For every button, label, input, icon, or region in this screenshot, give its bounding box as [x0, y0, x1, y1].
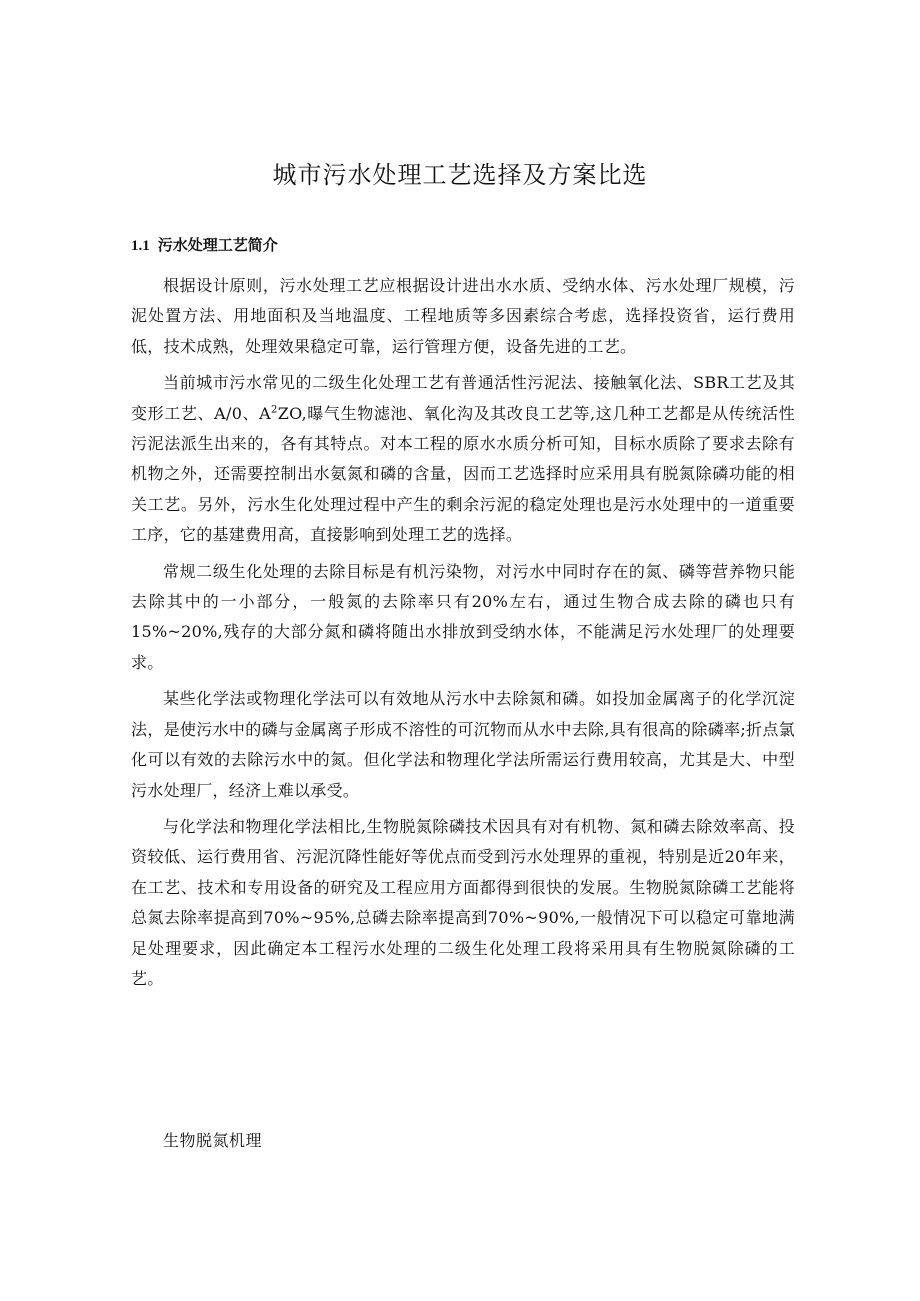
superscript: 2	[271, 404, 278, 416]
section-title: 污水处理工艺简介	[157, 236, 278, 254]
paragraph-conventional-treatment: 常规二级生化处理的去除目标是有机污染物，对污水中同时存在的氮、磷等营养物只能去除其中的一小部分，一般氮的去除率只有20%左右，通过生物合成去除的磷也只有15%~20%,残存的大部分氮和磷将随出水排放到受纳水体，不能满足污水处理厂的处理要求。	[131, 561, 795, 672]
document-title: 城市污水处理工艺选择及方案比选	[272, 161, 648, 189]
section-heading	[131, 234, 278, 257]
paragraph-text: ZO,曝气生物滤池、氧化沟及其改良工艺等,这几种工艺都是从传统活性污泥法派生出来的，各有其特点。对本工程的原水水质分析可知，目标水质除了要求去除有机物之外，还需要控制出水氨氮和磷的含量，因而工艺选择时应采用具有脱氮除磷功能的相关工艺。另外，污水生化处理过程中产生的剩余污泥的稳定处理也是污水处理中的一道重要工序，它的基建费用高，直接影响到处理工艺的选择。	[131, 403, 796, 545]
paragraph-biological-removal: 与化学法和物理化学法相比,生物脱氮除磷技术因具有对有机物、氮和磷去除效率高、投资较低、运行费用省、污泥沉降性能好等优点而受到污水处理界的重视，特别是近20年来，在工艺、技术和专用设备的研究及工程应用方面都得到很快的发展。生物脱氮除磷工艺能将总氮去除率提高到70%~95%,总磷去除率提高到70%~90%,一般情况下可以稳定可靠地满足处理要求，因此确定本工程污水处理的二级生化处理工段将采用具有生物脱氮除磷的工艺。	[131, 816, 795, 988]
subheading-denitrification: 生物脱氮机理	[163, 1131, 263, 1150]
paragraph-chemical-methods: 某些化学法或物理化学法可以有效地从污水中去除氮和磷。如投加金属离子的化学沉淀法，是使污水中的磷与金属离子形成不溶性的可沉物而从水中去除,具有很高的除磷率;折点氯化可以有效的去除污水中的氮。但化学法和物理化学法所需运行费用较高，尤其是大、中型污水处理厂，经济上难以承受。	[131, 689, 795, 800]
body-text	[131, 271, 795, 1000]
paragraph-text: 当前城市污水常见的二级生化处理工艺有普通活性污泥法、接触氧化法、SBR工艺及其变形工艺、A/0、A	[131, 373, 795, 423]
paragraph-design-principle: 根据设计原则，污水处理工艺应根据设计进出水水质、受纳水体、污水处理厂规模，污泥处置方法、用地面积及当地温度、工程地质等多因素综合考虑，选择投资省，运行费用低，技术成熟，处理效果稳定可靠，运行管理方便，设备先进的工艺。	[131, 276, 795, 356]
paragraph-common-processes	[131, 368, 795, 550]
section-number: 1.1	[131, 238, 150, 254]
